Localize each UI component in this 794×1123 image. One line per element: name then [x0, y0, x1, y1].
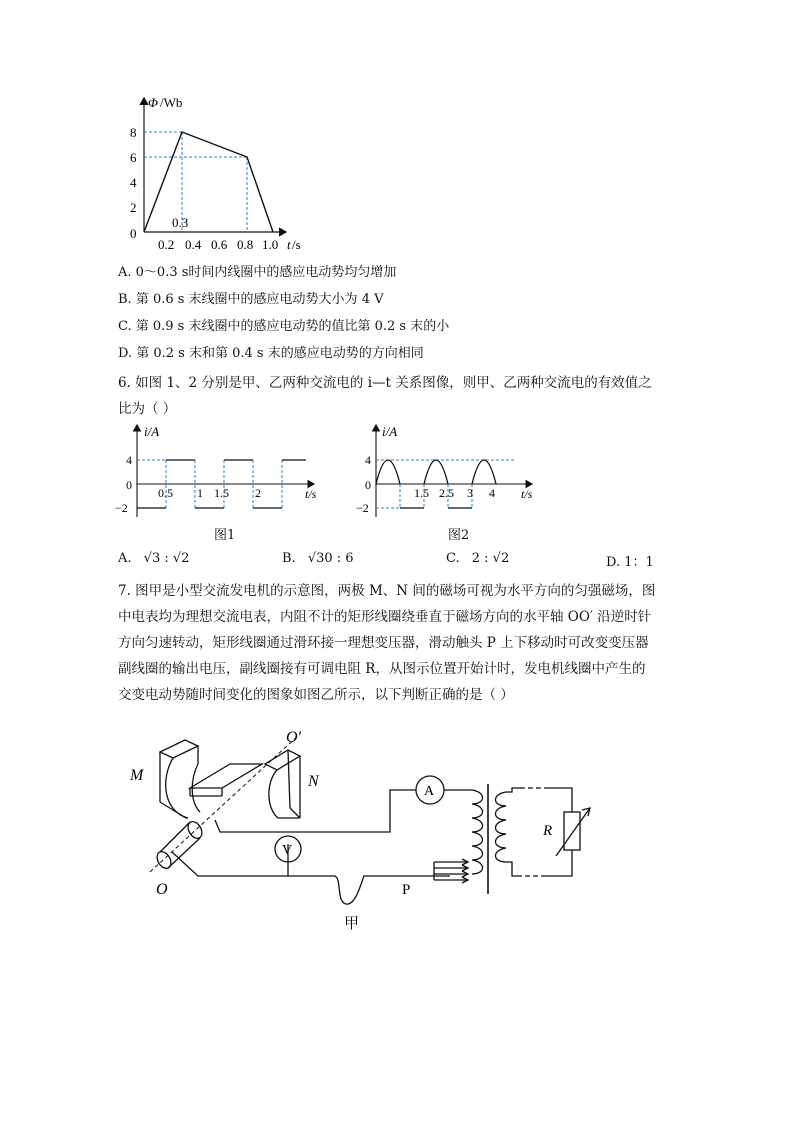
magnet-n: [265, 750, 300, 818]
x-tick-04: 0.4: [185, 237, 202, 252]
fig2-x-tick-4: 4: [489, 486, 495, 500]
label-r: R: [543, 823, 553, 839]
variable-resistor-arrow: [556, 808, 590, 856]
y-tick-0: 0: [130, 226, 137, 241]
rotation-axis: [150, 734, 300, 872]
fig2-y-tick-0: 0: [365, 478, 371, 492]
q6-choice-a-math: √3 : √2: [143, 551, 190, 566]
x-tick-10: 1.0: [262, 237, 279, 252]
q6-choice-a: [118, 551, 189, 566]
q7-stem-line5: 交变电动势随时间变化的图象如图乙所示，以下判断正确的是（ ）: [118, 687, 514, 703]
label-m: M: [130, 767, 144, 784]
voltmeter-label: V: [282, 843, 293, 858]
q5-option-d: D. 第 0.2 s 末和第 0.4 s 末的感应电动势的方向相同: [118, 346, 424, 361]
y-tick-2: 2: [130, 200, 137, 215]
fig1-y-tick-0: 0: [126, 478, 132, 492]
x-tick-02: 0.2: [158, 237, 175, 252]
x-axis-unit: /s: [292, 237, 301, 252]
magnet-m: [160, 740, 200, 818]
q6-choice-d: D. 1：1: [606, 555, 654, 570]
q6-stem: [118, 370, 678, 422]
ammeter-label: A: [424, 784, 435, 799]
q6-choice-c: [446, 551, 509, 566]
q6-choice-c-label: C.: [446, 551, 460, 566]
y-tick-6: 6: [130, 150, 137, 165]
q5-option-a: A. 0～0.3 s时间内线圈中的感应电动势均匀增加: [118, 265, 397, 280]
fig1-x-label: t/s: [305, 487, 317, 501]
fig2-y-tick-neg2: −2: [356, 501, 369, 515]
label-o-prime: O′: [286, 729, 302, 746]
sliding-contact-p: [434, 859, 468, 883]
flux-time-graph: [128, 92, 310, 254]
generator-circuit-diagram: [120, 722, 610, 934]
fig2-x-tick-15: 1.5: [414, 486, 429, 500]
q6-stem-line1: 6. 如图 1、2 分别是甲、乙两种交流电的 i—t 关系图像，则甲、乙两种交流电的有效值之: [118, 375, 652, 391]
flux-curve: [144, 132, 273, 232]
annotation-03: 0.3: [172, 215, 189, 230]
label-n: N: [308, 773, 319, 790]
diagram-caption: 甲: [344, 916, 360, 932]
fig1-x-tick-05: 0.5: [158, 486, 173, 500]
fig2-x-tick-25: 2.5: [439, 486, 454, 500]
x-axis-var: t: [287, 237, 291, 252]
q7-stem-line1: 7. 图甲是小型交流发电机的示意图，两极 M、N 间的磁场可视为水平方向的匀强磁场，图: [118, 583, 656, 599]
q6-choice-c-math: 2 : √2: [471, 551, 510, 566]
fig1-x-tick-1: 1: [197, 486, 203, 500]
transformer-secondary-coil: [496, 792, 507, 862]
transformer-primary-coil: [472, 790, 483, 874]
wires: [172, 790, 472, 904]
variable-resistor: [564, 812, 580, 850]
rectangular-coil: [190, 764, 262, 796]
q6-stem-line2: 比为（ ）: [118, 401, 177, 417]
q7-stem-line4: 副线圈的输出电压，副线圈接有可调电阻 R，从图示位置开始计时，发电机线圈中产生的: [118, 661, 646, 677]
figure-1-square-wave: [112, 423, 324, 519]
fig2-x-tick-3: 3: [467, 486, 473, 500]
fig2-x-label: t/s: [521, 487, 533, 501]
fig1-y-tick-4: 4: [126, 453, 132, 467]
secondary-circuit: [506, 788, 572, 876]
q6-choice-b-label: B.: [282, 551, 296, 566]
q6-choice-a-label: A.: [118, 551, 132, 566]
slip-ring-shaft: [154, 819, 204, 871]
fig1-y-label: i/A: [144, 424, 160, 439]
label-p: P: [402, 882, 411, 898]
fig2-caption: 图2: [448, 528, 470, 543]
y-axis-var: Φ: [148, 95, 158, 110]
q7-stem-line2: 中电表均为理想交流电表，内阻不计的矩形线圈绕垂直于磁场方向的水平轴 OO′ 沿逆时针: [118, 609, 652, 625]
x-tick-08: 0.8: [237, 237, 254, 252]
q5-option-c: C. 第 0.9 s 末线圈中的感应电动势的值比第 0.2 s 末的小: [118, 319, 450, 334]
label-o: O: [156, 881, 168, 898]
q7-stem: [118, 578, 678, 708]
fig2-y-label: i/A: [382, 424, 398, 439]
q7-stem-line3: 方向匀速转动，矩形线圈通过滑环接一理想变压器，滑动触头 P 上下移动时可改变变压器: [118, 635, 649, 651]
fig1-x-tick-2: 2: [255, 486, 261, 500]
q5-option-b: B. 第 0.6 s 末线圈中的感应电动势大小为 4 V: [118, 292, 384, 307]
figure-2-mixed-wave: [356, 423, 542, 519]
fig1-caption: 图1: [214, 528, 236, 543]
q6-choice-b: [282, 551, 354, 566]
fig2-y-tick-4: 4: [365, 453, 371, 467]
fig1-x-tick-15: 1.5: [214, 486, 229, 500]
fig1-y-tick-neg2: −2: [115, 501, 128, 515]
x-tick-06: 0.6: [211, 237, 228, 252]
y-axis-unit: /Wb: [160, 95, 183, 110]
y-tick-4: 4: [130, 175, 137, 190]
q6-choice-b-math: √30 : 6: [307, 551, 354, 566]
y-tick-8: 8: [130, 125, 137, 140]
